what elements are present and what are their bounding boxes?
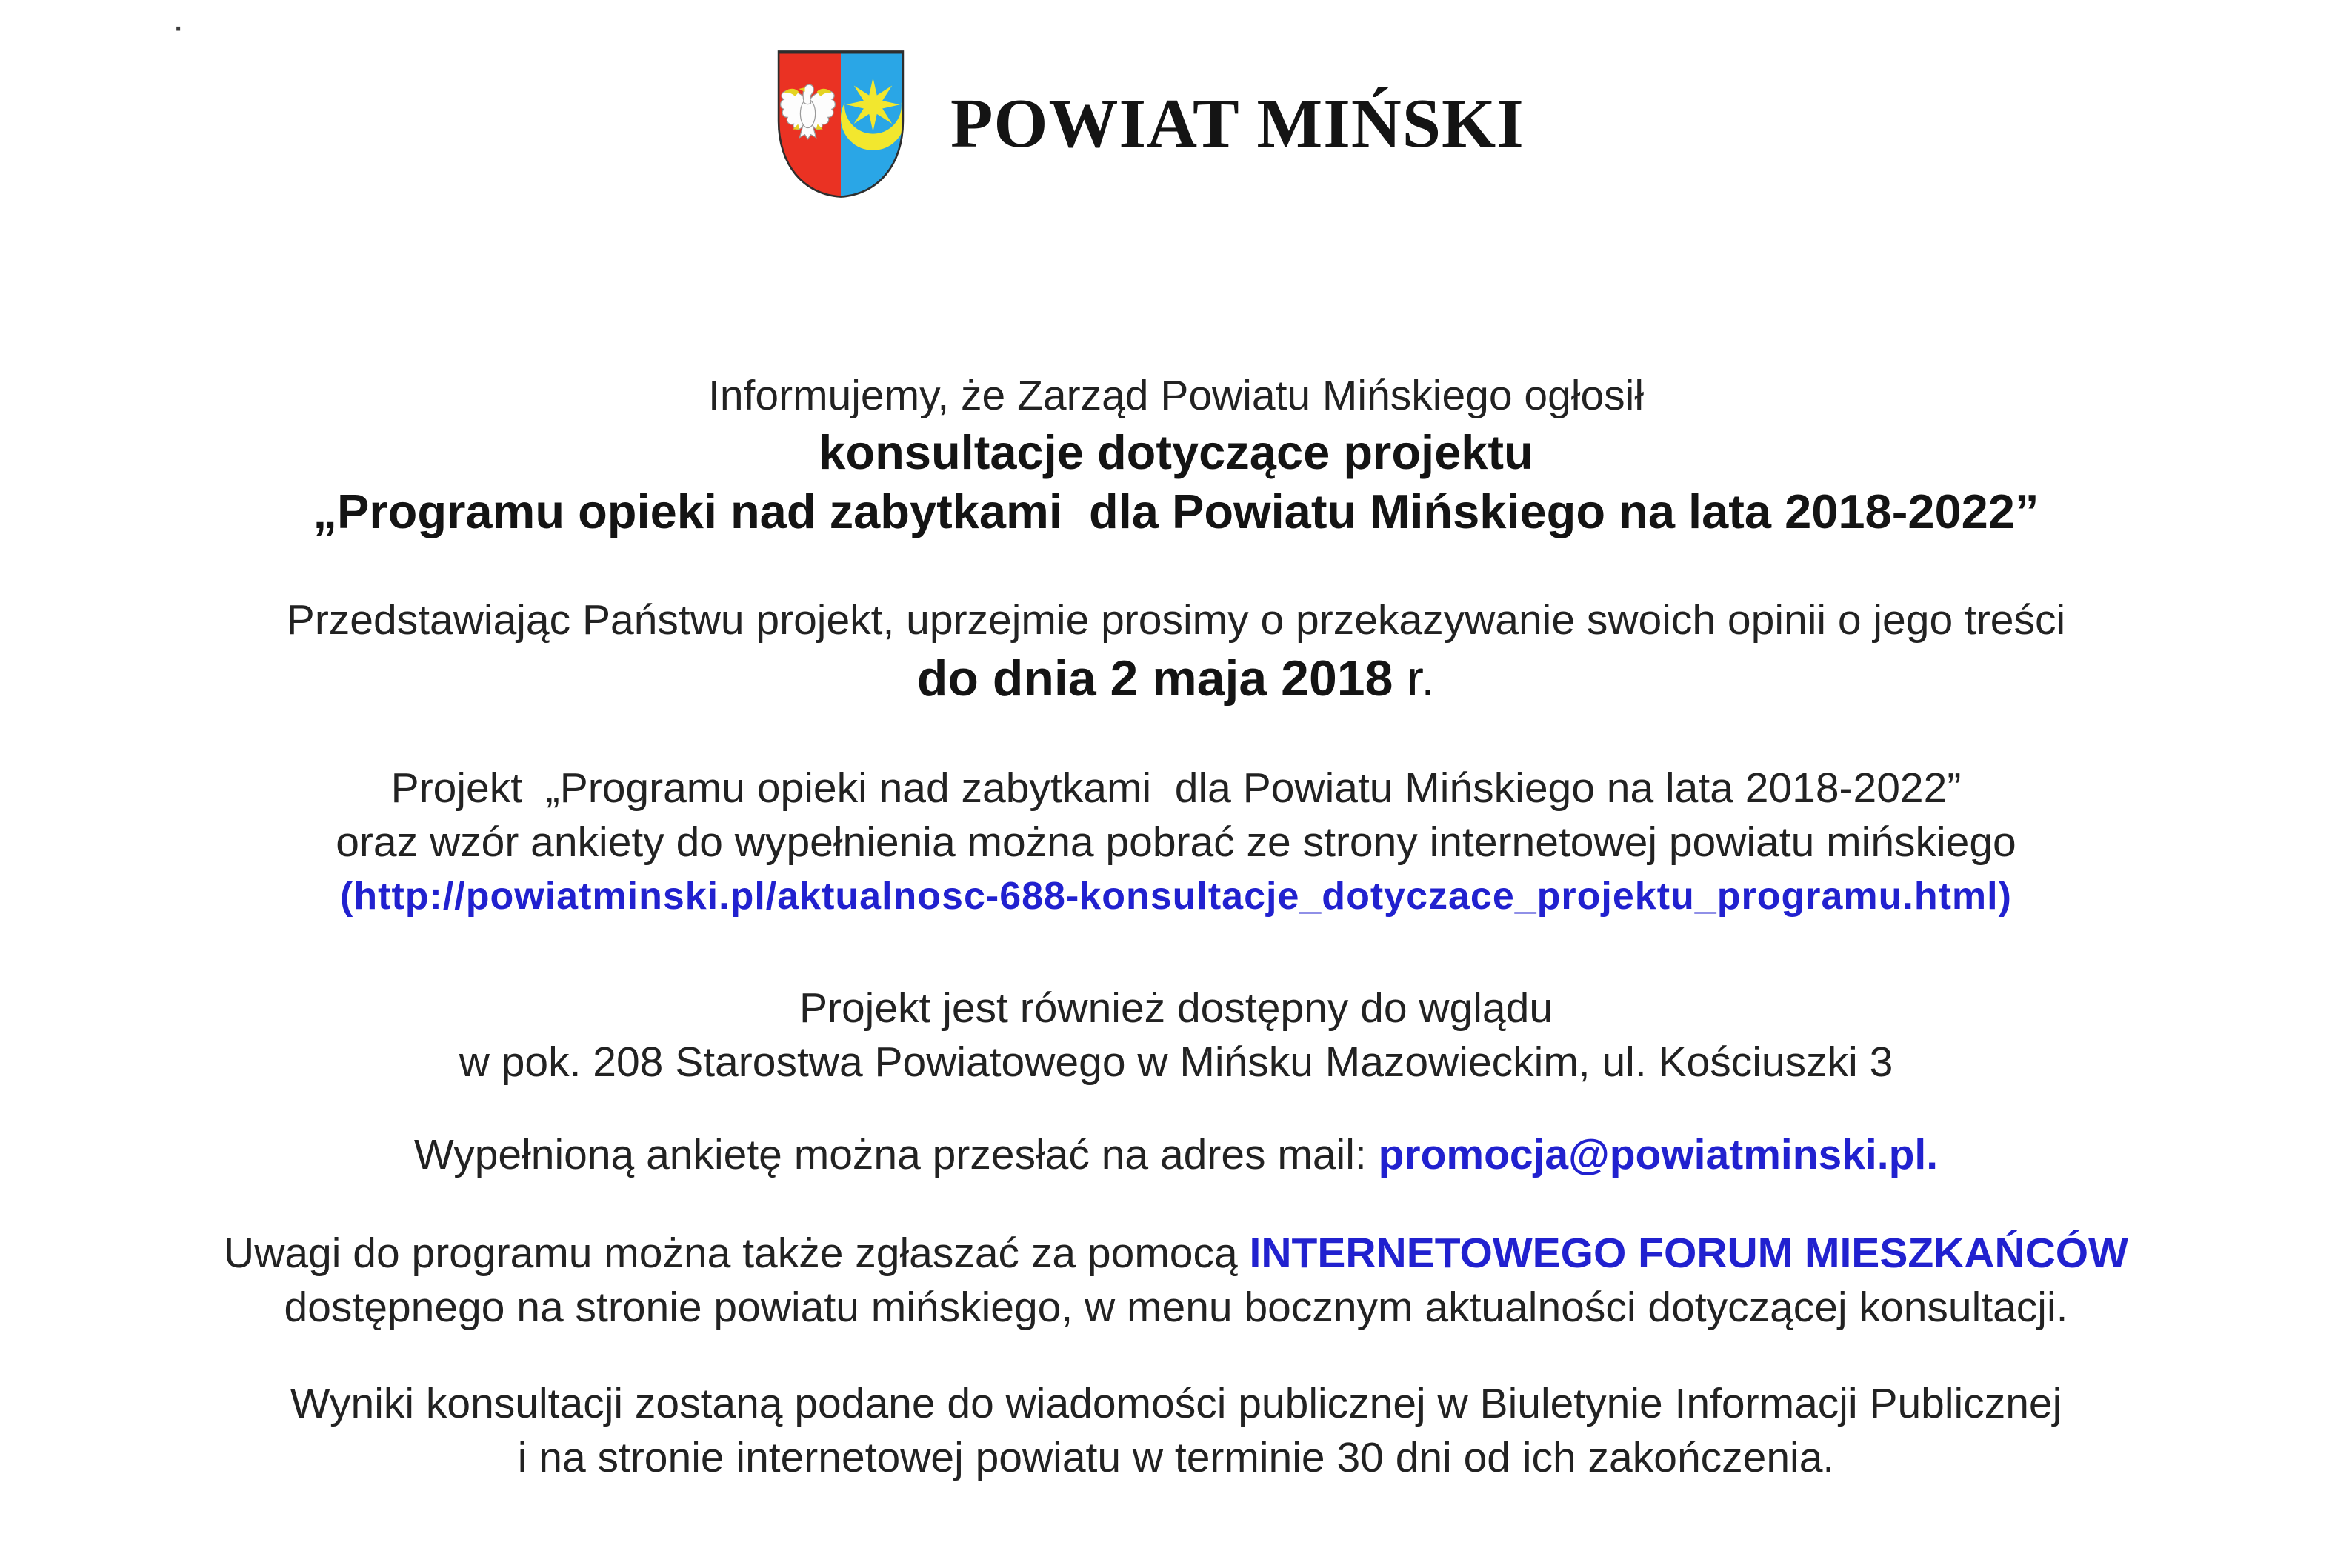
deadline-date: do dnia 2 maja 2018 [916, 650, 1393, 707]
forum-link[interactable]: INTERNETOWEGO FORUM MIESZKAŃCÓW [1249, 1230, 2128, 1277]
stray-dot: · [172, 5, 185, 48]
survey-line [0, 1128, 2352, 1182]
crest-svg [773, 46, 909, 201]
download-url-link[interactable]: (http://powiatminski.pl/aktualnosc-688-konsultacje_dotyczace_projektu_programu.html) [340, 875, 2012, 918]
availability-line-1: Projekt jest również dostępny do wglądu [799, 984, 1553, 1032]
deadline-line [0, 647, 2352, 710]
results-line-1: Wyniki konsultacji zostaną podane do wiadomości publicznej w Biuletynie Informacji Publicznej [290, 1380, 2062, 1427]
deadline-suffix: r. [1393, 650, 1436, 707]
star-icon [846, 78, 900, 132]
forum-prefix: Uwagi do programu można także zgłaszać za pomocą [224, 1230, 1250, 1277]
results-line-2: i na stronie internetowej powiatu w terminie 30 dni od ich zakończenia. [517, 1434, 1835, 1481]
forum-line-2: dostępnego na stronie powiatu mińskiego, w menu bocznym aktualności dotyczącej konsultacji. [284, 1284, 2068, 1331]
org-name-title: POWIAT MIŃSKI [950, 85, 1525, 162]
download-line-2: oraz wzór ankiety do wypełnienia można pobrać ze strony internetowej powiatu mińskiego [336, 818, 2016, 866]
availability-line-2: w pok. 208 Starostwa Powiatowego w Mińsku Mazowieckim, ul. Kościuszki 3 [459, 1038, 1893, 1086]
request-line: Przedstawiając Państwu projekt, uprzejmie prosimy o przekazywanie swoich opinii o jego treści [286, 596, 2066, 644]
survey-email-link[interactable]: promocja@powiatminski.pl. [1378, 1131, 1939, 1178]
header [773, 46, 1525, 201]
download-url-line [0, 870, 2352, 924]
title-line-1: konsultacje dotyczące projektu [819, 425, 1533, 479]
coat-of-arms-icon [773, 46, 909, 201]
title-line-2: „Programu opieki nad zabytkami dla Powiatu Mińskiego na lata 2018-2022” [313, 484, 2039, 538]
download-line-1: Projekt „Programu opieki nad zabytkami dla Powiatu Mińskiego na lata 2018-2022” [390, 764, 1962, 812]
intro-line: Informujemy, że Zarząd Powiatu Mińskiego ogłosił [708, 372, 1644, 419]
forum-line [0, 1227, 2352, 1281]
survey-prefix: Wypełnioną ankietę można przesłać na adres mail: [413, 1131, 1379, 1178]
announcement-body [0, 369, 2352, 1485]
